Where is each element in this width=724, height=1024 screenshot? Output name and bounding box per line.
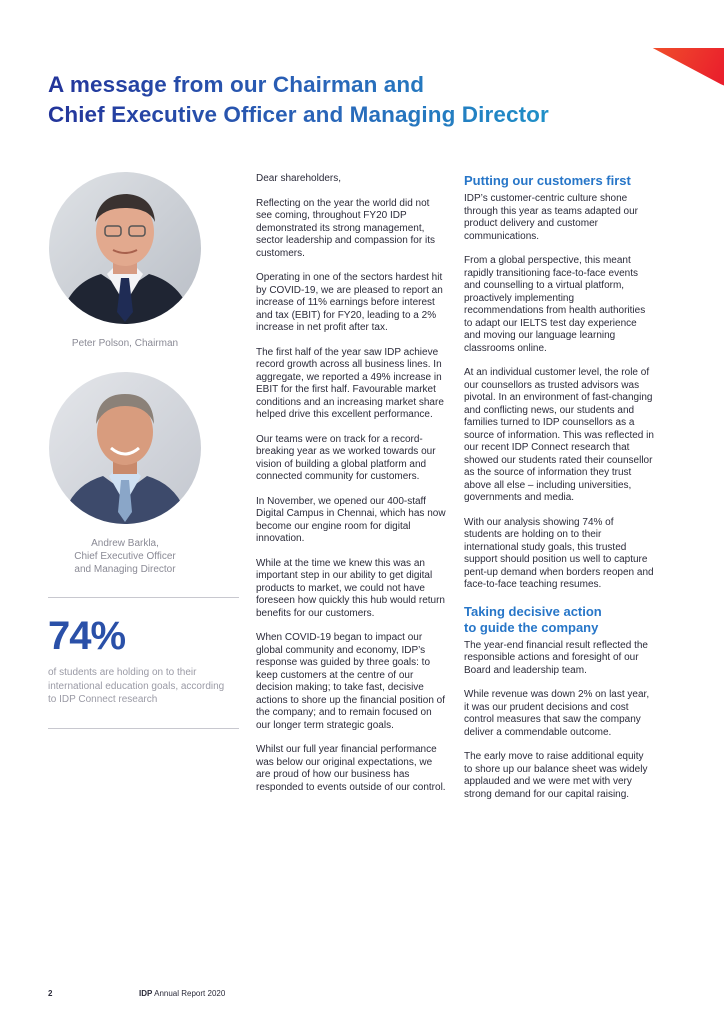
letter-column-middle — [256, 173, 446, 806]
paragraph: From a global perspective, this meant rapidly transitioning face-to-face events and counselling to a virtual platform, proactively implementing recommendations from health authorities to adapt our IELTS test day experience and moving our language learning classrooms online. — [464, 255, 646, 354]
chairman-caption: Peter Polson, Chairman — [71, 338, 179, 349]
footer-report-name: Annual Report 2020 — [154, 989, 226, 998]
paragraph: In November, we opened our 400-staff Digital Campus in Chennai, which has now become our engine room for digital innovation. — [256, 495, 446, 544]
chairman-photo — [49, 172, 201, 324]
page-title-line-2: Chief Executive Officer and Managing Director — [48, 100, 648, 130]
paragraph: When COVID-19 began to impact our global community and economy, IDP’s response was guided by three goals: to keep customers at the centre of our decision making; to take fast, decisive actions to shore up the financial position of the company; and to remain focused on our longer term strategic goals. — [256, 632, 446, 731]
paragraph: The year-end financial result reflected the responsible actions and foresight of our Board and leadership team. — [464, 639, 648, 676]
paragraph: Whilst our full year financial performance was below our original expectations, we are proud of how our business has responded to events outside of our control. — [256, 744, 446, 793]
ceo-caption-role-2: and Managing Director — [74, 564, 176, 575]
letter-column-right — [464, 173, 654, 813]
paragraph: IDP’s customer-centric culture shone through this year as teams adapted our product delivery and customer communications. — [464, 193, 638, 242]
section-heading-line-2: to guide the company — [464, 619, 599, 635]
divider-top — [48, 597, 239, 598]
section-heading-decisive-action — [464, 604, 654, 636]
paragraph: Reflecting on the year the world did not see coming, throughout FY20 IDP demonstrated its strong management, sector leadership and compassion for its customers. — [256, 197, 435, 259]
paragraph: The first half of the year saw IDP achieve record growth across all business lines. In aggregate, we reported a 49% increase in EBIT for the first half. Favourable market conditions and an increasing market share helped drive this excellent performance. — [256, 346, 444, 420]
ceo-caption — [49, 537, 201, 576]
stat-caption: of students are holding on to their international education goals, according to IDP Connect research — [48, 667, 225, 705]
ceo-caption-name: Andrew Barkla, — [91, 538, 159, 549]
paragraph: The early move to raise additional equity to shore up our balance sheet was widely applauded and we were met with very strong demand for our capital raising. — [464, 751, 648, 800]
ceo-caption-role-1: Chief Executive Officer — [74, 551, 176, 562]
paragraph: Dear shareholders, — [256, 173, 342, 184]
paragraph: At an individual customer level, the role of our counsellors as trusted advisors was pivotal. In an environment of fast-changing and conflicting news, our students and families turned to IDP counsellors as a source of information. This was reflected in our recent IDP Connect research that showed our students rated their counsellor as the source of information they trust above all else – including universities, governments and media. — [464, 367, 654, 503]
page-title-line-1: A message from our Chairman and — [48, 70, 648, 100]
paragraph: While at the time we knew this was an important step in our ability to get digital products to market, we could not have foreseen how quickly this hub would return benefits for our customers. — [256, 557, 445, 619]
section-heading-customers: Putting our customers first — [464, 173, 631, 188]
ceo-photo — [49, 372, 201, 524]
page-number: 2 — [48, 989, 53, 998]
paragraph: With our analysis showing 74% of students are holding on to their international study goals, this trusted support should position us well to capture pent-up demand when borders reopen and face-to-face teaching resumes. — [464, 516, 654, 590]
footer-report-title — [139, 989, 225, 998]
page-title — [48, 70, 648, 130]
section-heading-line-1: Taking decisive action — [464, 603, 602, 619]
paragraph: Operating in one of the sectors hardest hit by COVID-19, we are pleased to report an increase of 11% earnings before interest and tax (EBIT) for FY20, leading to a 2% increase in net profit after tax. — [256, 272, 443, 333]
footer-brand: IDP — [139, 989, 153, 998]
paragraph: Our teams were on track for a record-breaking year as we worked towards our vision of building a global platform and connected community for customers. — [256, 433, 436, 482]
paragraph: While revenue was down 2% on last year, it was our prudent decisions and cost control measures that saw the company deliver a commendable outcome. — [464, 689, 650, 738]
divider-bottom — [48, 728, 239, 729]
stat-value: 74% — [48, 614, 126, 658]
